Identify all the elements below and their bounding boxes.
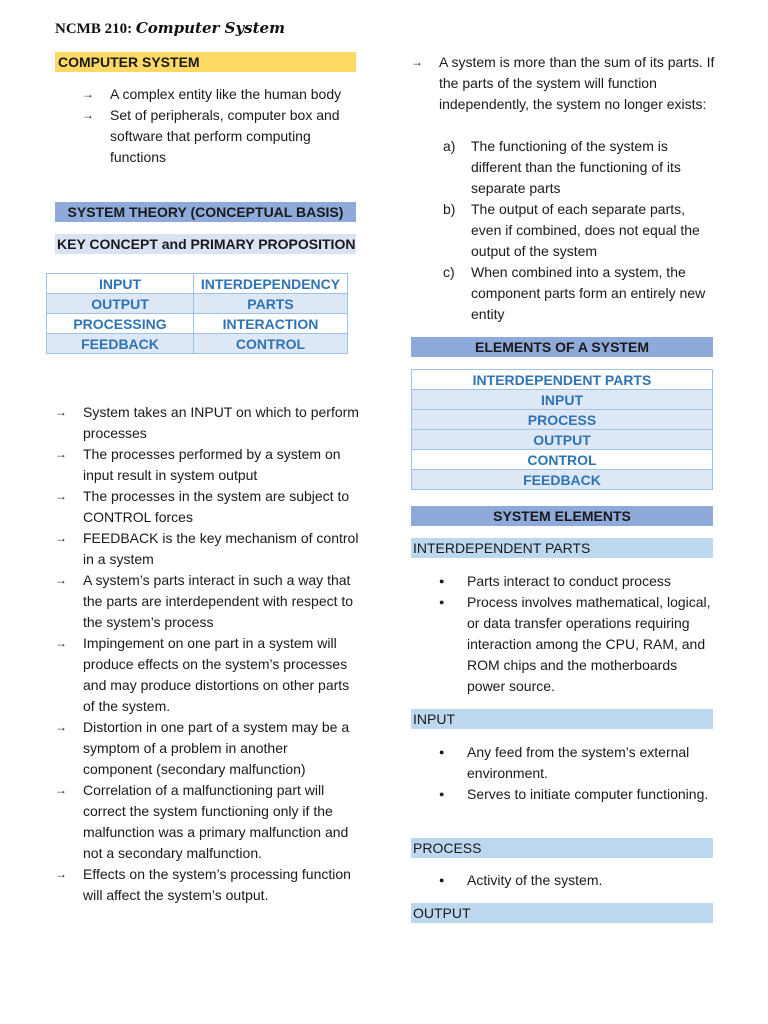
key-concept-table: [46, 273, 348, 354]
table-cell: OUTPUT: [47, 294, 194, 314]
table-cell: CONTROL: [412, 450, 713, 470]
list-item: ● Activity of the system.: [439, 870, 711, 891]
table-cell: INPUT: [47, 274, 194, 294]
list-item: → Distortion in one part of a system may be a symptom of a problem in another component (secondary malfunction): [55, 717, 360, 780]
list-item: → A system’s parts interact in such a way that the parts are interdependent with respect to the system’s process: [55, 570, 360, 633]
table-row: [412, 470, 713, 490]
list-item: → The processes performed by a system on input result in system output: [55, 444, 360, 486]
interdependent-parts-heading: INTERDEPENDENT PARTS: [411, 538, 713, 558]
process-heading: PROCESS: [411, 838, 713, 858]
table-cell: INPUT: [412, 390, 713, 410]
list-item: → Set of peripherals, computer box and software that perform computing functions: [82, 105, 352, 168]
list-item: b) The output of each separate parts, even if combined, does not equal the output of the system: [443, 201, 700, 259]
table-cell: PROCESSING: [47, 314, 194, 334]
list-item: a) The functioning of the system is different than the functioning of its separate parts: [443, 138, 681, 196]
process-list: [439, 870, 711, 891]
list-item: ● Any feed from the system’s external environment.: [439, 742, 711, 784]
table-cell: OUTPUT: [412, 430, 713, 450]
document-title: [55, 19, 285, 38]
table-cell: INTERACTION: [194, 314, 348, 334]
lettered-list: [443, 136, 718, 325]
list-item: → The processes in the system are subject to CONTROL forces: [55, 486, 360, 528]
list-item: → Correlation of a malfunctioning part will correct the system functioning only if the malfunction was a primary malfunction and not a secondary malfunction.: [55, 780, 360, 864]
list-item: c) When combined into a system, the component parts form an entirely new entity: [443, 264, 706, 322]
table-cell: FEEDBACK: [412, 470, 713, 490]
key-concept-heading: KEY CONCEPT and PRIMARY PROPOSITION: [57, 236, 356, 252]
list-item: ● Serves to initiate computer functioning.: [439, 784, 711, 805]
list-item: → Impingement on one part in a system will produce effects on the system’s processes and may produce distortions on other parts of the system.: [55, 633, 360, 717]
table-cell: PARTS: [194, 294, 348, 314]
table-row: [47, 274, 348, 294]
output-heading: OUTPUT: [411, 903, 713, 923]
list-item: → A system is more than the sum of its parts. If the parts of the system will function independently, the system no longer exists:: [411, 52, 716, 115]
table-cell: INTERDEPENDENCY: [194, 274, 348, 294]
list-item: → Effects on the system’s processing function will affect the system’s output.: [55, 864, 360, 906]
table-cell: PROCESS: [412, 410, 713, 430]
input-list: [439, 742, 711, 805]
course-subject: Computer System: [135, 19, 285, 37]
computer-system-list: [82, 84, 352, 168]
elements-table: [411, 369, 713, 490]
table-cell: CONTROL: [194, 334, 348, 354]
table-row: [412, 450, 713, 470]
table-cell: FEEDBACK: [47, 334, 194, 354]
elements-heading: ELEMENTS OF A SYSTEM: [411, 337, 713, 357]
table-row: [47, 294, 348, 314]
table-row: [412, 370, 713, 390]
list-item: → FEEDBACK is the key mechanism of control in a system: [55, 528, 360, 570]
system-theory-heading: SYSTEM THEORY (CONCEPTUAL BASIS): [55, 202, 356, 222]
list-item: → A complex entity like the human body: [82, 84, 352, 105]
table-cell: INTERDEPENDENT PARTS: [412, 370, 713, 390]
list-item: ● Process involves mathematical, logical, or data transfer operations requiring interaction among the CPU, RAM, and ROM chips and the motherboards power source.: [439, 592, 711, 697]
course-code: NCMB 210:: [55, 21, 133, 37]
table-row: [412, 410, 713, 430]
table-row: [47, 314, 348, 334]
propositions-list: [55, 402, 360, 906]
system-elements-heading: SYSTEM ELEMENTS: [411, 506, 713, 526]
input-heading: INPUT: [411, 709, 713, 729]
table-row: [412, 390, 713, 410]
computer-system-heading: COMPUTER SYSTEM: [55, 52, 356, 72]
table-row: [412, 430, 713, 450]
list-item: → System takes an INPUT on which to perform processes: [55, 402, 360, 444]
table-row: [47, 334, 348, 354]
list-item: ● Parts interact to conduct process: [439, 571, 711, 592]
interdependent-parts-list: [439, 571, 711, 697]
intro-list: [411, 52, 716, 115]
